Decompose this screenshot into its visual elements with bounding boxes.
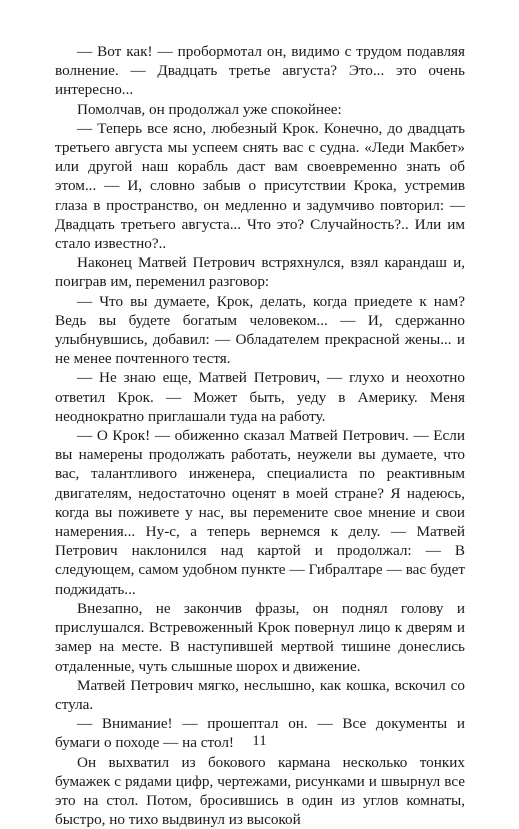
paragraph: — Внимание! — прошептал он. — Все документы и бумаги о походе — на стол!	[55, 715, 465, 752]
paragraph: Наконец Матвей Петрович встряхнулся, взял карандаш и, поиграв им, переменил разговор:	[55, 254, 465, 291]
body-text	[55, 42, 465, 829]
paragraph: Помолчав, он продолжал уже спокойнее:	[77, 100, 342, 118]
paragraph: — Что вы думаете, Крок, делать, когда приедете к нам? Ведь вы будете богатым человеком... — И, сдержанно улыбнувшись, добавил: — Обладателем прекрасной жены... и не менее почтенного тестя.	[55, 292, 465, 368]
page-number: 11	[252, 733, 267, 749]
paragraph: Он выхватил из бокового кармана несколько тонких бумажек с рядами цифр, чертежами, рисунками и швырнул все это на стол. Потом, бросившись в один из углов комнаты, быстро, но тихо выдвинул из высокой	[55, 753, 465, 829]
paragraph: — Не знаю еще, Матвей Петрович, — глухо и неохотно ответил Крок. — Может быть, уеду в Америку. Меня неоднократно приглашали туда на работу.	[55, 369, 465, 425]
paragraph: Внезапно, не закончив фразы, он поднял голову и прислушался. Встревоженный Крок повернул лицо к дверям и замер на месте. В наступившей мертвой тишине донеслись отдаленные, чуть слышные шорох и движение.	[55, 599, 465, 675]
paragraph: Матвей Петрович мягко, неслышно, как кошка, вскочил со стула.	[55, 676, 465, 713]
paragraph: — Теперь все ясно, любезный Крок. Конечно, до двадцать третьего августа мы успеем снять вас с судна. «Леди Макбет» или другой наш корабль даст вам своевременно знать об этом... — И, словно забыв о присутствии Крока, устремив глаза в пространство, он медленно и задумчиво повторил: — Двадцать третьего августа... Что это? Случайность?.. Или им стало известно?..	[55, 119, 465, 253]
paragraph: — Вот как! — пробормотал он, видимо с трудом подавляя волнение. — Двадцать третье августа? Это... это очень интересно...	[55, 43, 465, 99]
paragraph: — О Крок! — обиженно сказал Матвей Петрович. — Если вы намерены продолжать работать, неужели вы думаете, что вас, талантливого инженера, специалиста по реактивным двигателям, недостаточно оценят в моей стране? Я надеюсь, когда вы поживете у нас, вы перемените свое мнение и свои намерения... Ну-с, а теперь вернемся к делу. — Матвей Петрович наклонился над картой и продолжал: — В следующем, самом удобном пункте — Гибралтаре — вас будет поджидать...	[55, 427, 465, 598]
